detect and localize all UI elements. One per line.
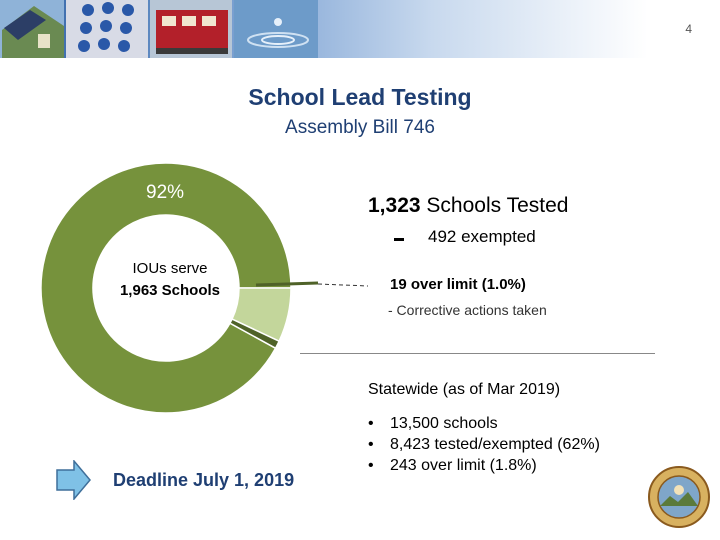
list-item: • 243 over limit (1.8%) (368, 455, 600, 476)
section-divider (300, 353, 655, 354)
list-item: • 8,423 tested/exempted (62%) (368, 434, 600, 455)
state-seal-icon (648, 466, 710, 528)
list-item: • 13,500 schools (368, 413, 600, 434)
tested-text: Schools Tested (426, 194, 569, 217)
right-arrow-icon (56, 460, 92, 500)
corrective-actions-note: - Corrective actions taken (388, 302, 547, 318)
page-number: 4 (685, 22, 692, 36)
center-label-line1: IOUs serve (132, 260, 208, 277)
slice-percent-label: 92% (146, 182, 185, 203)
page-title: School Lead Testing (248, 84, 472, 110)
statewide-list (368, 413, 600, 476)
tested-annotation (368, 194, 568, 218)
over-limit-connector (256, 283, 318, 285)
page-subtitle: Assembly Bill 746 (285, 117, 435, 138)
center-label-line2: 1,963 Schools (119, 282, 221, 299)
statewide-title: Statewide (as of Mar 2019) (368, 381, 561, 398)
over-limit-annotation: 19 over limit (1.0%) (390, 276, 526, 293)
tested-count: 1,323 (368, 194, 421, 217)
exempted-annotation: 492 exempted (428, 227, 536, 246)
exempt-dash (394, 238, 404, 241)
leader-line (318, 284, 368, 286)
deadline-text: Deadline July 1, 2019 (113, 470, 295, 490)
